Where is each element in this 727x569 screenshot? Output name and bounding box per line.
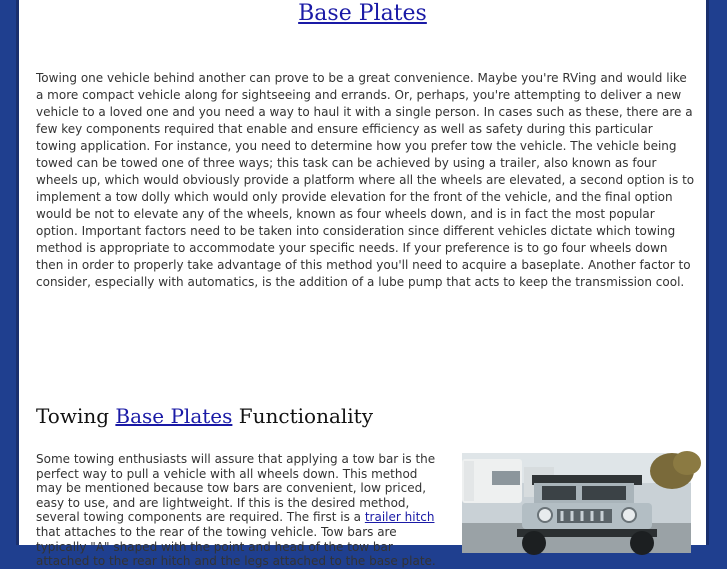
heading-link[interactable]: Base Plates <box>115 404 233 428</box>
section-heading <box>36 403 373 429</box>
content-panel <box>16 0 709 569</box>
heading-text-after: Functionality <box>232 404 373 428</box>
trailer-hitch-link[interactable]: trailer hitch <box>364 510 435 525</box>
heading-text-before: Towing <box>36 404 116 428</box>
intro-paragraph: Towing one vehicle behind another can prove to be a great convenience. Maybe you're RVing and would like a more compact vehicle along for sightseeing and errands. Or, perhaps, you're attempting to deliver a new vehicle to a loved one and you need a way to haul it with a single person. In cases such as these, there are a few key components required that enable and ensure efficiency as well as safety during this particular towing application. For instance, you need to determine how you prefer tow the vehicle. The vehicle being towed can be towed one of three ways; this task can be achieved by using a trailer, also known as four wheels up, which would obviously provide a platform where all the wheels are elevated, a second option is to implement a tow dolly which would only provide elevation for the front of the vehicle, and the final option would be not to elevate any of the wheels, known as four wheels down, and is in fact the most popular option. Important factors need to be taken into consideration since different vehicles dictate which towing method is appropriate to accommodate your specific needs. If your preference is to go four wheels down then in order to properly take advantage of this method you'll need to acquire a baseplate. Another factor to consider, especially with automatics, is the addition of a lube pump that acts to keep the transmission cool. <box>36 71 695 289</box>
section-text-after-link: that attaches to the rear of the towing vehicle. Tow bars are typically "A" shaped with the point and head of the tow bar attached to the rear hitch and the legs attached to the base plate. <box>36 524 436 569</box>
title-link[interactable]: Base Plates <box>298 1 427 26</box>
page-title <box>19 0 706 28</box>
section-paragraph <box>36 452 441 569</box>
towed-jeep-photo <box>462 453 691 553</box>
section-text-before-link: Some towing enthusiasts will assure that applying a tow bar is the perfect way to pull a vehicle with all wheels down. This method may be mentioned because tow bars are convenient, low priced, easy to use, and are lightweight. If this is the desired method, several towing components are required. The first is a <box>36 452 436 525</box>
